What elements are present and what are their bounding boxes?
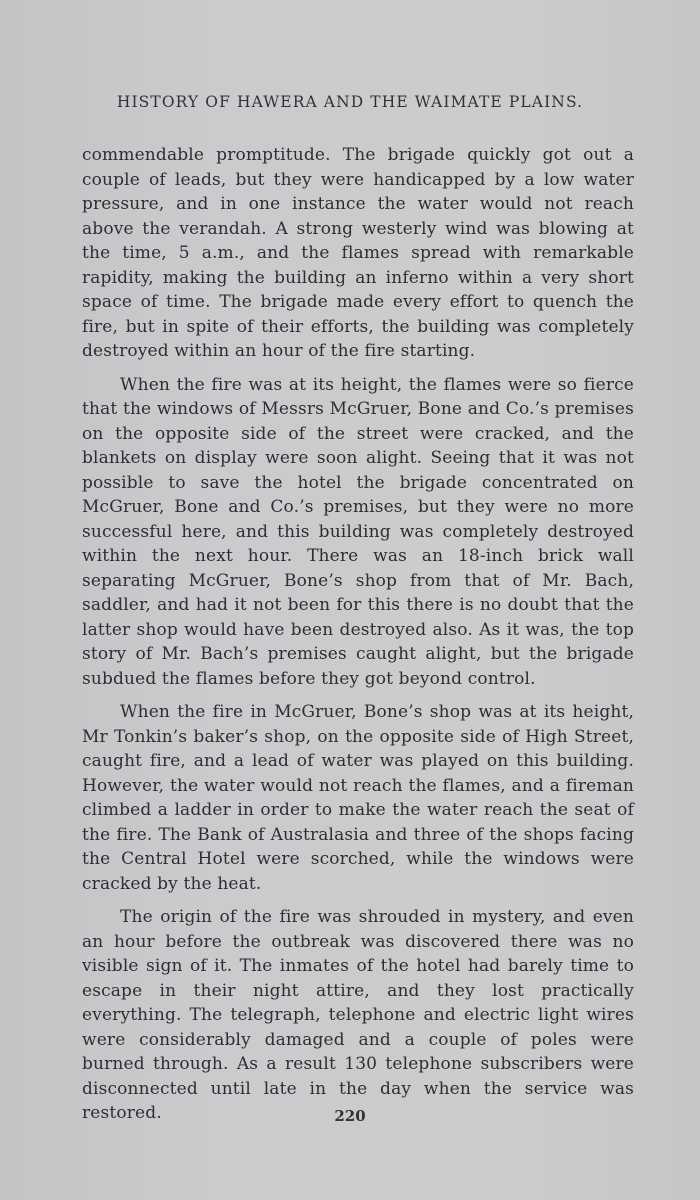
running-head: HISTORY OF HAWERA AND THE WAIMATE PLAINS. bbox=[116, 93, 584, 111]
paragraph-4: The origin of the fire was shrouded in mystery, and even an hour before the outbreak was discovered there was no visible sign of it. The inmates of the hotel had barely time to escape in their night attire, and they lost practically everything. The telegraph, telephone and electric light wires were considerably damaged and a couple of poles were burned through. As a result 130 telephone subscribers were disconnected until late in the day when the service was restored. bbox=[82, 907, 634, 1123]
paragraph-3: When the fire in McGruer, Bone’s shop was at its height, Mr Tonkin’s baker’s shop, on the opposite side of High Street, caught fire, and a lead of water was played on this building. However, the water would not reach the flames, and a fireman climbed a ladder in order to make the water reach the seat of the fire. The Bank of Australasia and three of the shops facing the Central Hotel were scorched, while the windows were cracked by the heat. bbox=[82, 702, 634, 894]
paragraph-1: commendable promptitude. The brigade quickly got out a couple of leads, but they were handicapped by a low water pressure, and in one instance the water would not reach above the verandah. A strong westerly wind was blowing at the time, 5 a.m., and the flames spread with remarkable rapidity, making the building an inferno within a very short space of time. The brigade made every effort to quench the fire, but in spite of their efforts, the building was completely destroyed within an hour of the fire starting. bbox=[82, 145, 634, 361]
paragraph-2: When the fire was at its height, the flames were so fierce that the windows of Messrs McGruer, Bone and Co.’s premises on the opposite side of the street were cracked, and the blankets on display were soon alight. Seeing that it was not possible to save the hotel the brigade concentrated on McGruer, Bone and Co.’s premises, but they were no more successful here, and this building was completely destroyed within the next hour. There was an 18-inch brick wall separating McGruer, Bone’s shop from that of Mr. Bach, saddler, and had it not been for this there is no doubt that the latter shop would have been destroyed also. As it was, the top story of Mr. Bach’s premises caught alight, but the brigade subdued the flames before they got beyond control. bbox=[82, 374, 634, 689]
page-number: 220 bbox=[334, 1107, 366, 1125]
body-text bbox=[82, 143, 634, 1135]
